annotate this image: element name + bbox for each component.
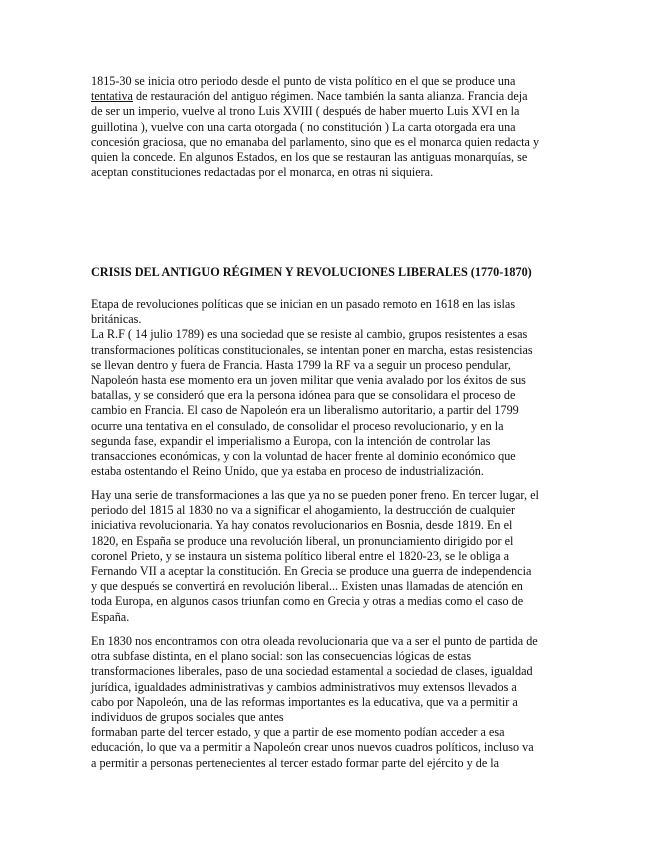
paragraph-transformaciones: [91, 488, 565, 625]
section-heading: CRISIS DEL ANTIGUO RÉGIMEN Y REVOLUCIONES LIBERALES (1770-1870): [91, 265, 532, 279]
paragraph-oleada-1830: [91, 634, 565, 771]
text-line: iniciativa revolucionaria. Ya hay conatos revolucionarios en Bosnia, desde 1819. En el: [91, 518, 513, 533]
text-line: concesión graciosa, que no emanaba del parlamento, sino que es el monarca quien redacta y: [91, 134, 540, 149]
text-line: otra subfase distinta, en el plano social: son las consecuencias lógicas de estas: [91, 649, 472, 664]
text-line: Napoleón hasta ese momento era un joven militar que venia avalado por los éxitos de sus: [91, 373, 526, 388]
text-line: periodo del 1815 al 1830 no va a significar el ahogamiento, la destrucción de cualquier: [91, 503, 516, 518]
text-line: individuos de grupos sociales que antes: [91, 710, 284, 725]
text-line: a permitir a personas pertenecientes al tercer estado formar parte del ejército y de la: [91, 755, 500, 770]
text-line: segunda fase, expandir el imperialismo a Europa, con la intención de controlar las: [91, 433, 491, 448]
text-line: se llevan dentro y fuera de Francia. Hasta 1799 la RF va a seguir un proceso pendular,: [91, 357, 511, 372]
text-line: 1815-30 se inicia otro periodo desde el punto de vista político en el que se produce una: [91, 74, 516, 88]
text-line: batallas, y se consideró que era la persona idónea para que se consolidara el proceso de: [91, 388, 516, 403]
text-line: En 1830 nos encontramos con otra oleada revolucionaria que va a ser el punto de partida de: [91, 634, 538, 648]
text-line: toda Europa, en algunos casos triunfan como en Grecia y otras a medias como el caso de: [91, 594, 524, 609]
paragraph-revoluciones: [91, 297, 565, 479]
text-line: Hay una serie de transformaciones a las que ya no se pueden poner freno. En tercer lugar, el: [91, 488, 539, 502]
text-line: cambio en Francia. El caso de Napoleón era un liberalismo autoritario, a partir del 1799: [91, 403, 519, 418]
text-line: formaban parte del tercer estado, y que a partir de ese momento podían acceder a esa: [91, 725, 505, 740]
text-line: británicas.: [91, 312, 142, 327]
text-line: transformaciones liberales, paso de una sociedad estamental a sociedad de clases, igualdad: [91, 664, 533, 679]
text-line: coronel Prieto, y se instaura un sistema político liberal entre el 1820-23, se le obliga a: [91, 548, 509, 563]
text-line: Fernando VII a aceptar la constitución. En Grecia se produce una guerra de independencia: [91, 564, 532, 579]
text-line: quien la concede. En algunos Estados, en los que se restauran las antiguas monarquías, se: [91, 150, 528, 165]
text-line: guillotina ), vuelve con una carta otorgada ( no constitución ) La carta otorgada era una: [91, 119, 516, 134]
text-line: estaba ostentando el Reino Unido, que ya estaba en proceso de industrialización.: [91, 464, 484, 479]
text-line: de ser un imperio, vuelve al trono Luis XVIII ( después de haber muerto Luis XVI en la: [91, 104, 520, 119]
text-line: y que después se convertirá en revolución liberal... Existen unas llamadas de atención en: [91, 579, 523, 594]
text-line: ocurre una tentativa en el consulado, de consolidar el proceso revolucionario, y en la: [91, 418, 504, 433]
text-line: aceptan constituciones redactadas por el monarca, en otras ni siquiera.: [91, 165, 434, 180]
text-line: 1820, en España se produce una revolución liberal, un pronunciamiento dirigido por el: [91, 533, 514, 548]
paragraph-restauracion: [91, 74, 565, 180]
underlined-word: tentativa: [91, 89, 133, 104]
text-line: España.: [91, 609, 130, 624]
text-line: transformaciones políticas constitucionales, se intentan poner en marcha, estas resistencias: [91, 342, 533, 357]
text-line: La R.F ( 14 julio 1789) es una sociedad que se resiste al cambio, grupos resistentes a esas: [91, 327, 528, 342]
text-line: transacciones económicas, y con la voluntad de hacer frente al dominio económico que: [91, 449, 516, 464]
text-line: educación, lo que va a permitir a Napoleón crear unos nuevos cuadros políticos, incluso va: [91, 740, 534, 755]
text-line: [91, 89, 565, 104]
text-fragment: de restauración del antiguo régimen. Nace también la santa alianza. Francia deja: [132, 89, 528, 104]
text-line: jurídica, igualdades administrativas y cambios administrativos muy extensos llevados a: [91, 679, 517, 694]
text-line: Etapa de revoluciones políticas que se inician en un pasado remoto en 1618 en las islas: [91, 297, 516, 311]
text-line: cabo por Napoleón, una de las reformas importantes es la educativa, que va a permitir a: [91, 694, 518, 709]
